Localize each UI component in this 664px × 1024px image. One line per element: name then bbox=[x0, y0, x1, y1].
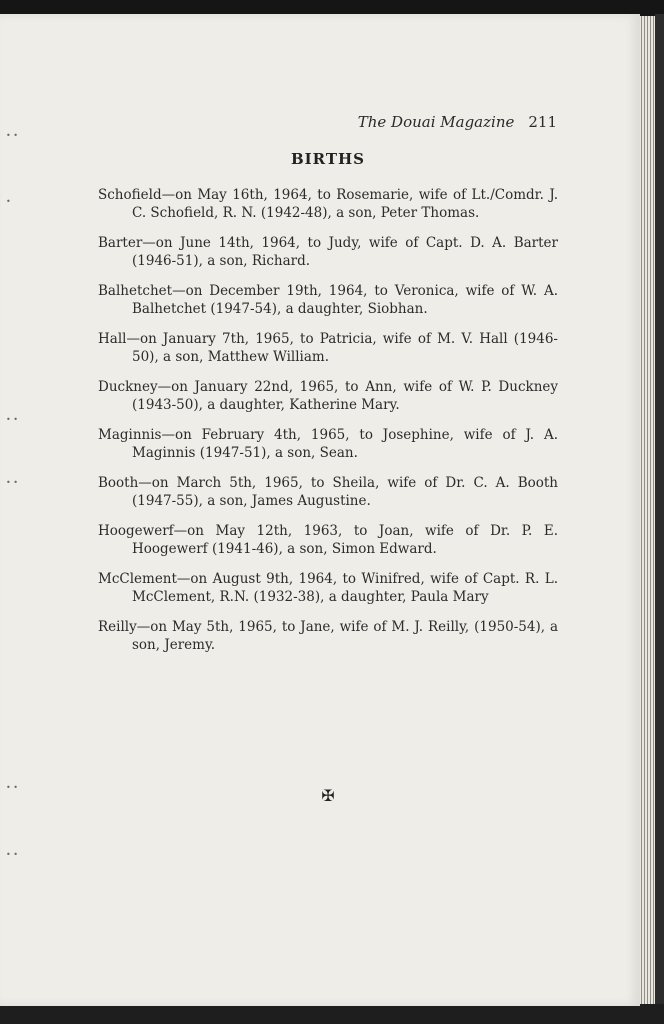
births-list bbox=[98, 186, 558, 666]
birth-entry: Hall—on January 7th, 1965, to Patricia, wife of M. V. Hall (1946-50), a son, Matthew William. bbox=[98, 331, 558, 365]
page-number: 211 bbox=[528, 113, 557, 131]
section-title: BIRTHS bbox=[290, 150, 366, 168]
birth-entry: McClement—on August 9th, 1964, to Winifred, wife of Capt. R. L. McClement, R.N. (1932-38), a daughter, Paula Mary bbox=[98, 571, 558, 605]
birth-entry: Schofield—on May 16th, 1964, to Rosemarie, wife of Lt./Comdr. J. C. Schofield, R. N. (1942-48), a son, Peter Thomas. bbox=[98, 187, 558, 221]
margin-mark: • • bbox=[6, 850, 18, 859]
birth-entry: Duckney—on January 22nd, 1965, to Ann, wife of W. P. Duckney (1943-50), a daughter, Katherine Mary. bbox=[98, 379, 558, 413]
book-spine-edge bbox=[655, 14, 664, 1009]
birth-entry: Hoogewerf—on May 12th, 1963, to Joan, wife of Dr. P. E. Hoogewerf (1941-46), a son, Simon Edward. bbox=[98, 523, 558, 557]
birth-entry: Maginnis—on February 4th, 1965, to Josephine, wife of J. A. Maginnis (1947-51), a son, Sean. bbox=[98, 427, 558, 461]
birth-entry: Booth—on March 5th, 1965, to Sheila, wife of Dr. C. A. Booth (1947-55), a son, James Augustine. bbox=[98, 475, 558, 509]
margin-mark: • • bbox=[6, 783, 18, 792]
magazine-title: The Douai Magazine bbox=[357, 113, 515, 131]
birth-entry: Balhetchet—on December 19th, 1964, to Veronica, wife of W. A. Balhetchet (1947-54), a daughter, Siobhan. bbox=[98, 283, 558, 317]
margin-mark: • • bbox=[6, 415, 18, 424]
birth-entry: Reilly—on May 5th, 1965, to Jane, wife of M. J. Reilly, (1950-54), a son, Jeremy. bbox=[98, 619, 558, 653]
cross-ornament-icon: ✠ bbox=[321, 786, 335, 805]
running-head bbox=[300, 113, 557, 131]
margin-mark: • • bbox=[6, 478, 18, 487]
margin-mark: • bbox=[6, 197, 11, 206]
scan-bottom-edge bbox=[0, 1004, 664, 1024]
birth-entry: Barter—on June 14th, 1964, to Judy, wife of Capt. D. A. Barter (1946-51), a son, Richard. bbox=[98, 235, 558, 269]
margin-mark: • • bbox=[6, 131, 18, 140]
